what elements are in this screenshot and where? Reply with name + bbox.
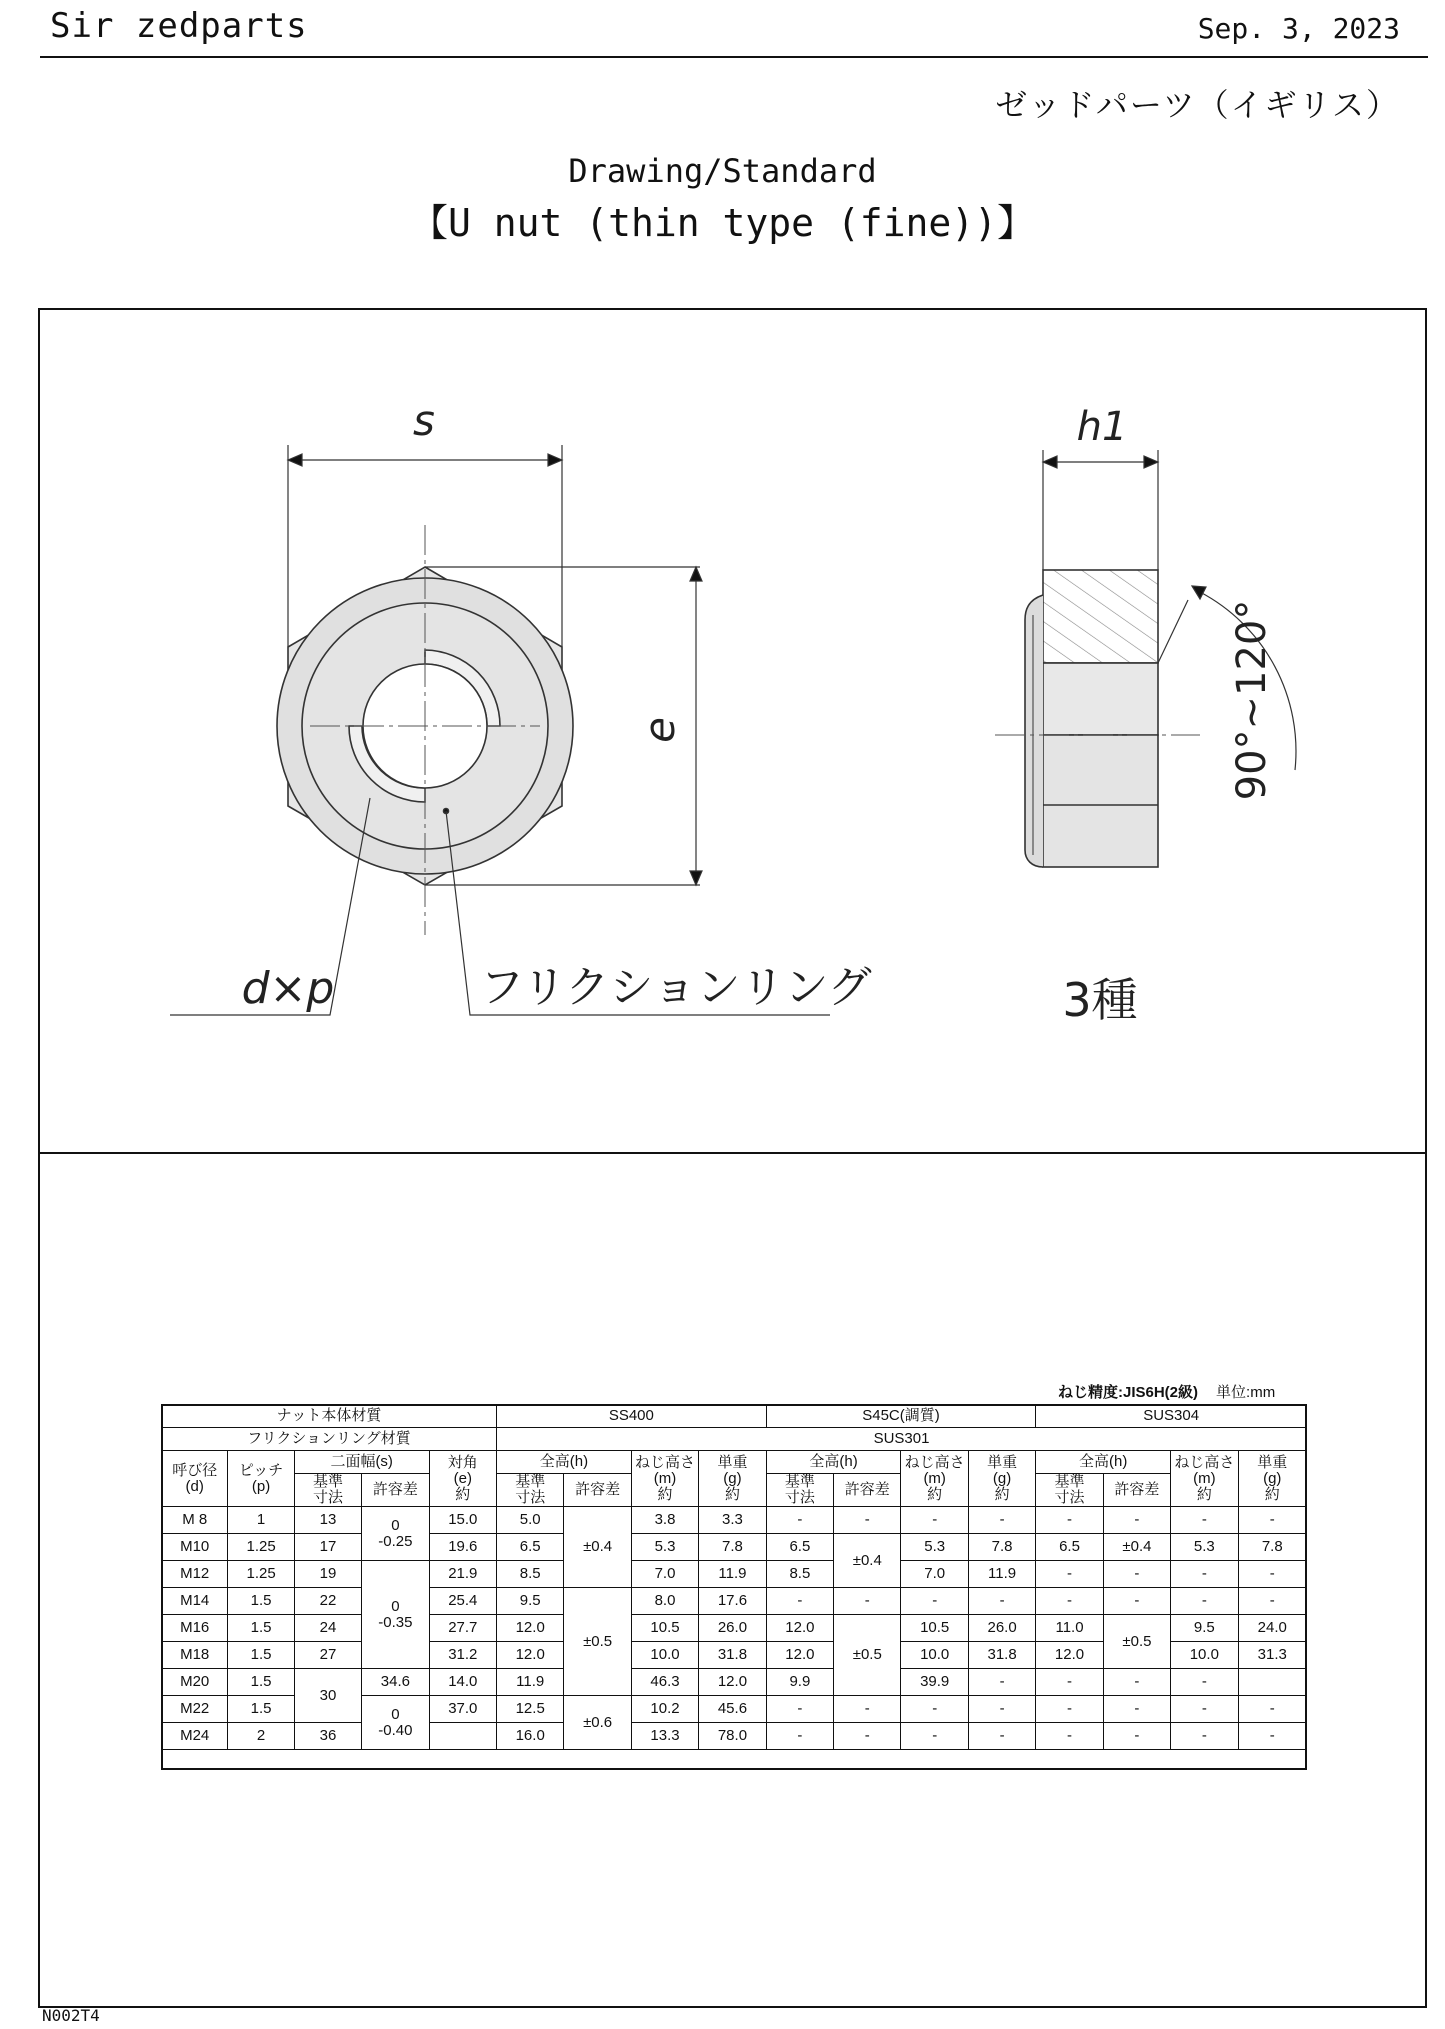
cell: 25.4 — [429, 1588, 496, 1615]
cell: 26.0 — [968, 1615, 1035, 1642]
cell: 1.5 — [228, 1588, 294, 1615]
cell: 17 — [294, 1534, 361, 1561]
table-row — [162, 1588, 1307, 1615]
technical-drawing — [40, 310, 1425, 1152]
table-row — [162, 1669, 1307, 1696]
col-width-base: 基準 寸法 — [294, 1474, 361, 1507]
cell: - — [1171, 1696, 1238, 1723]
label-friction-ring: フリクションリング — [480, 962, 872, 1013]
cell: ±0.5 — [1103, 1615, 1170, 1669]
cell: 3.8 — [631, 1507, 698, 1534]
label-type: 3種 — [1062, 973, 1138, 1027]
cell: 12.0 — [1036, 1642, 1103, 1669]
col-weight-sus304: 単重 (g) 約 — [1238, 1451, 1306, 1507]
table-row — [162, 1561, 1307, 1588]
cell: - — [968, 1696, 1035, 1723]
cell: 9.9 — [766, 1669, 833, 1696]
table-row — [162, 1723, 1307, 1750]
cell: 14.0 — [429, 1669, 496, 1696]
cell: 13 — [294, 1507, 361, 1534]
col-thread-sus304: ねじ高さ (m) 約 — [1171, 1451, 1238, 1507]
col-height-ss400: 全高(h) — [497, 1451, 632, 1474]
cell: 5.3 — [631, 1534, 698, 1561]
cell: 36 — [294, 1723, 361, 1750]
cell: - — [766, 1588, 833, 1615]
cell: 12.0 — [766, 1642, 833, 1669]
col-height-base-sus304: 基準 寸法 — [1036, 1474, 1103, 1507]
col-height-base-ss400: 基準 寸法 — [497, 1474, 564, 1507]
cell: M18 — [162, 1642, 228, 1669]
col-width: 二面幅(s) — [294, 1451, 429, 1474]
cell: 10.0 — [1171, 1642, 1238, 1669]
table-row — [162, 1615, 1307, 1642]
cell: M24 — [162, 1723, 228, 1750]
cell: 13.3 — [631, 1723, 698, 1750]
label-angle: 90°~120° — [1229, 599, 1275, 801]
col-diag: 対角 (e) 約 — [429, 1451, 496, 1507]
cell: - — [901, 1507, 968, 1534]
cell: 0 -0.35 — [362, 1561, 429, 1669]
cell: 1.25 — [228, 1561, 294, 1588]
cell: 12.0 — [699, 1669, 766, 1696]
cell: - — [1103, 1507, 1170, 1534]
cell: - — [766, 1696, 833, 1723]
cell: - — [834, 1696, 901, 1723]
cell: - — [968, 1669, 1035, 1696]
cell: - — [901, 1696, 968, 1723]
cell: M14 — [162, 1588, 228, 1615]
col-thread-ss400: ねじ高さ (m) 約 — [631, 1451, 698, 1507]
cell: 46.3 — [631, 1669, 698, 1696]
cell: ±0.5 — [564, 1588, 631, 1696]
cell: M 8 — [162, 1507, 228, 1534]
cell: 7.8 — [968, 1534, 1035, 1561]
material-sus304: SUS304 — [1036, 1405, 1307, 1428]
document-code: N002T4 — [42, 2006, 100, 2025]
cell — [429, 1723, 496, 1750]
cell: 3.3 — [699, 1507, 766, 1534]
material-s45c: S45C(調質) — [766, 1405, 1036, 1428]
ring-material-label: フリクションリング材質 — [162, 1428, 497, 1451]
label-dxp: d×p — [241, 963, 335, 1014]
body-material-label: ナット本体材質 — [162, 1405, 497, 1428]
cell: - — [1103, 1696, 1170, 1723]
col-height-s45c: 全高(h) — [766, 1451, 901, 1474]
cell: 16.0 — [497, 1723, 564, 1750]
cell: 0 -0.40 — [362, 1696, 429, 1750]
col-height-base-s45c: 基準 寸法 — [766, 1474, 833, 1507]
cell: 24.0 — [1238, 1615, 1306, 1642]
col-weight-s45c: 単重 (g) 約 — [968, 1451, 1035, 1507]
cell: - — [1103, 1723, 1170, 1750]
cell: 6.5 — [766, 1534, 833, 1561]
cell: 2 — [228, 1723, 294, 1750]
cell: M10 — [162, 1534, 228, 1561]
cell: 11.0 — [1036, 1615, 1103, 1642]
cell: 26.0 — [699, 1615, 766, 1642]
cell: - — [1171, 1507, 1238, 1534]
cell: 30 — [294, 1669, 361, 1723]
cell: 12.0 — [497, 1615, 564, 1642]
cell: - — [1036, 1561, 1103, 1588]
cell: - — [766, 1723, 833, 1750]
col-height-tol-ss400: 許容差 — [564, 1474, 631, 1507]
cell: - — [1036, 1669, 1103, 1696]
unit-note: 単位:mm — [1216, 1384, 1276, 1401]
cell: - — [1036, 1507, 1103, 1534]
cell: - — [834, 1507, 901, 1534]
cell: 1.5 — [228, 1615, 294, 1642]
cell: - — [1103, 1561, 1170, 1588]
cell: 27 — [294, 1642, 361, 1669]
cell: 12.0 — [766, 1615, 833, 1642]
cell: - — [1036, 1723, 1103, 1750]
cell: 27.7 — [429, 1615, 496, 1642]
cell: - — [1238, 1696, 1306, 1723]
cell: 6.5 — [497, 1534, 564, 1561]
cell: 7.0 — [901, 1561, 968, 1588]
cell: 31.2 — [429, 1642, 496, 1669]
cell: M16 — [162, 1615, 228, 1642]
spec-table — [161, 1404, 1307, 1750]
cell: ±0.4 — [564, 1507, 631, 1588]
col-height-tol-s45c: 許容差 — [834, 1474, 901, 1507]
cell: - — [1171, 1561, 1238, 1588]
col-weight-ss400: 単重 (g) 約 — [699, 1451, 766, 1507]
cell: - — [968, 1507, 1035, 1534]
cell: 10.5 — [631, 1615, 698, 1642]
cell: 1.5 — [228, 1642, 294, 1669]
material-ss400: SS400 — [497, 1405, 767, 1428]
cell: 31.8 — [699, 1642, 766, 1669]
cell: 31.8 — [968, 1642, 1035, 1669]
cell: - — [1171, 1669, 1238, 1696]
cell: - — [968, 1723, 1035, 1750]
cell: 10.2 — [631, 1696, 698, 1723]
cell: M20 — [162, 1669, 228, 1696]
frame-divider — [38, 1152, 1427, 1154]
table-row — [162, 1534, 1307, 1561]
cell: 10.0 — [901, 1642, 968, 1669]
cell: 5.3 — [901, 1534, 968, 1561]
col-height-sus304: 全高(h) — [1036, 1451, 1171, 1474]
cell: - — [901, 1723, 968, 1750]
cell: - — [1103, 1669, 1170, 1696]
cell: 37.0 — [429, 1696, 496, 1723]
cell: 6.5 — [1036, 1534, 1103, 1561]
cell: 1.5 — [228, 1669, 294, 1696]
cell: 5.3 — [1171, 1534, 1238, 1561]
cell: 0 -0.25 — [362, 1507, 429, 1561]
cell: 12.5 — [497, 1696, 564, 1723]
cell: 31.3 — [1238, 1642, 1306, 1669]
cell: ±0.6 — [564, 1696, 631, 1750]
cell: 19 — [294, 1561, 361, 1588]
cell: - — [968, 1588, 1035, 1615]
col-nominal: 呼び径 (d) — [162, 1451, 228, 1507]
cell: 22 — [294, 1588, 361, 1615]
cell: - — [834, 1588, 901, 1615]
cell: 17.6 — [699, 1588, 766, 1615]
header-rule — [40, 56, 1428, 58]
cell: 19.6 — [429, 1534, 496, 1561]
table-row — [162, 1507, 1307, 1534]
cell: M12 — [162, 1561, 228, 1588]
cell: - — [1036, 1696, 1103, 1723]
company-name: Sir zedparts — [50, 6, 308, 46]
cell: 78.0 — [699, 1723, 766, 1750]
label-h1: h1 — [1076, 404, 1128, 450]
cell: 11.9 — [699, 1561, 766, 1588]
cell: - — [1238, 1507, 1306, 1534]
cell: 7.8 — [699, 1534, 766, 1561]
cell: - — [1036, 1588, 1103, 1615]
cell: ±0.4 — [834, 1534, 901, 1588]
cell: 11.9 — [968, 1561, 1035, 1588]
ring-material-sus301: SUS301 — [497, 1428, 1307, 1451]
side-view — [995, 570, 1200, 867]
cell: - — [1238, 1588, 1306, 1615]
label-s: s — [413, 396, 435, 445]
cell: 9.5 — [497, 1588, 564, 1615]
cell: 8.5 — [497, 1561, 564, 1588]
cell: - — [1171, 1723, 1238, 1750]
company-name-jp: ゼッドパーツ（イギリス） — [995, 86, 1400, 124]
cell: 7.8 — [1238, 1534, 1306, 1561]
cell: 10.5 — [901, 1615, 968, 1642]
doc-title: Drawing/Standard — [568, 152, 877, 190]
thread-accuracy-note: ねじ精度:JIS6H(2級) — [1058, 1384, 1199, 1401]
dimension-h1 — [1043, 450, 1158, 570]
cell: 21.9 — [429, 1561, 496, 1588]
cell: 5.0 — [497, 1507, 564, 1534]
col-height-tol-sus304: 許容差 — [1103, 1474, 1170, 1507]
cell: 39.9 — [901, 1669, 968, 1696]
cell: - — [1238, 1561, 1306, 1588]
cell: - — [834, 1723, 901, 1750]
cell: ±0.4 — [1103, 1534, 1170, 1561]
cell: 24 — [294, 1615, 361, 1642]
table-note — [1058, 1381, 1275, 1402]
cell: 7.0 — [631, 1561, 698, 1588]
cell: - — [1103, 1588, 1170, 1615]
cell: M22 — [162, 1696, 228, 1723]
cell: 8.5 — [766, 1561, 833, 1588]
cell: - — [1171, 1588, 1238, 1615]
cell: 34.6 — [362, 1669, 429, 1696]
cell: 10.0 — [631, 1642, 698, 1669]
col-width-tol: 許容差 — [362, 1474, 429, 1507]
cell: 15.0 — [429, 1507, 496, 1534]
cell: 11.9 — [497, 1669, 564, 1696]
cell: - — [766, 1507, 833, 1534]
col-pitch: ピッチ (p) — [228, 1451, 294, 1507]
cell: 1.5 — [228, 1696, 294, 1723]
cell: 9.5 — [1171, 1615, 1238, 1642]
label-e: e — [635, 717, 684, 743]
cell: 1.25 — [228, 1534, 294, 1561]
document-date: Sep. 3, 2023 — [1197, 12, 1400, 45]
cell: 45.6 — [699, 1696, 766, 1723]
part-title: 【U nut (thin type (fine))】 — [409, 201, 1036, 245]
cell: 8.0 — [631, 1588, 698, 1615]
cell: 1 — [228, 1507, 294, 1534]
cell: ±0.5 — [834, 1615, 901, 1696]
cell: - — [1238, 1723, 1306, 1750]
cell: - — [901, 1588, 968, 1615]
front-view — [277, 525, 573, 935]
cell: 12.0 — [497, 1642, 564, 1669]
col-thread-s45c: ねじ高さ (m) 約 — [901, 1451, 968, 1507]
